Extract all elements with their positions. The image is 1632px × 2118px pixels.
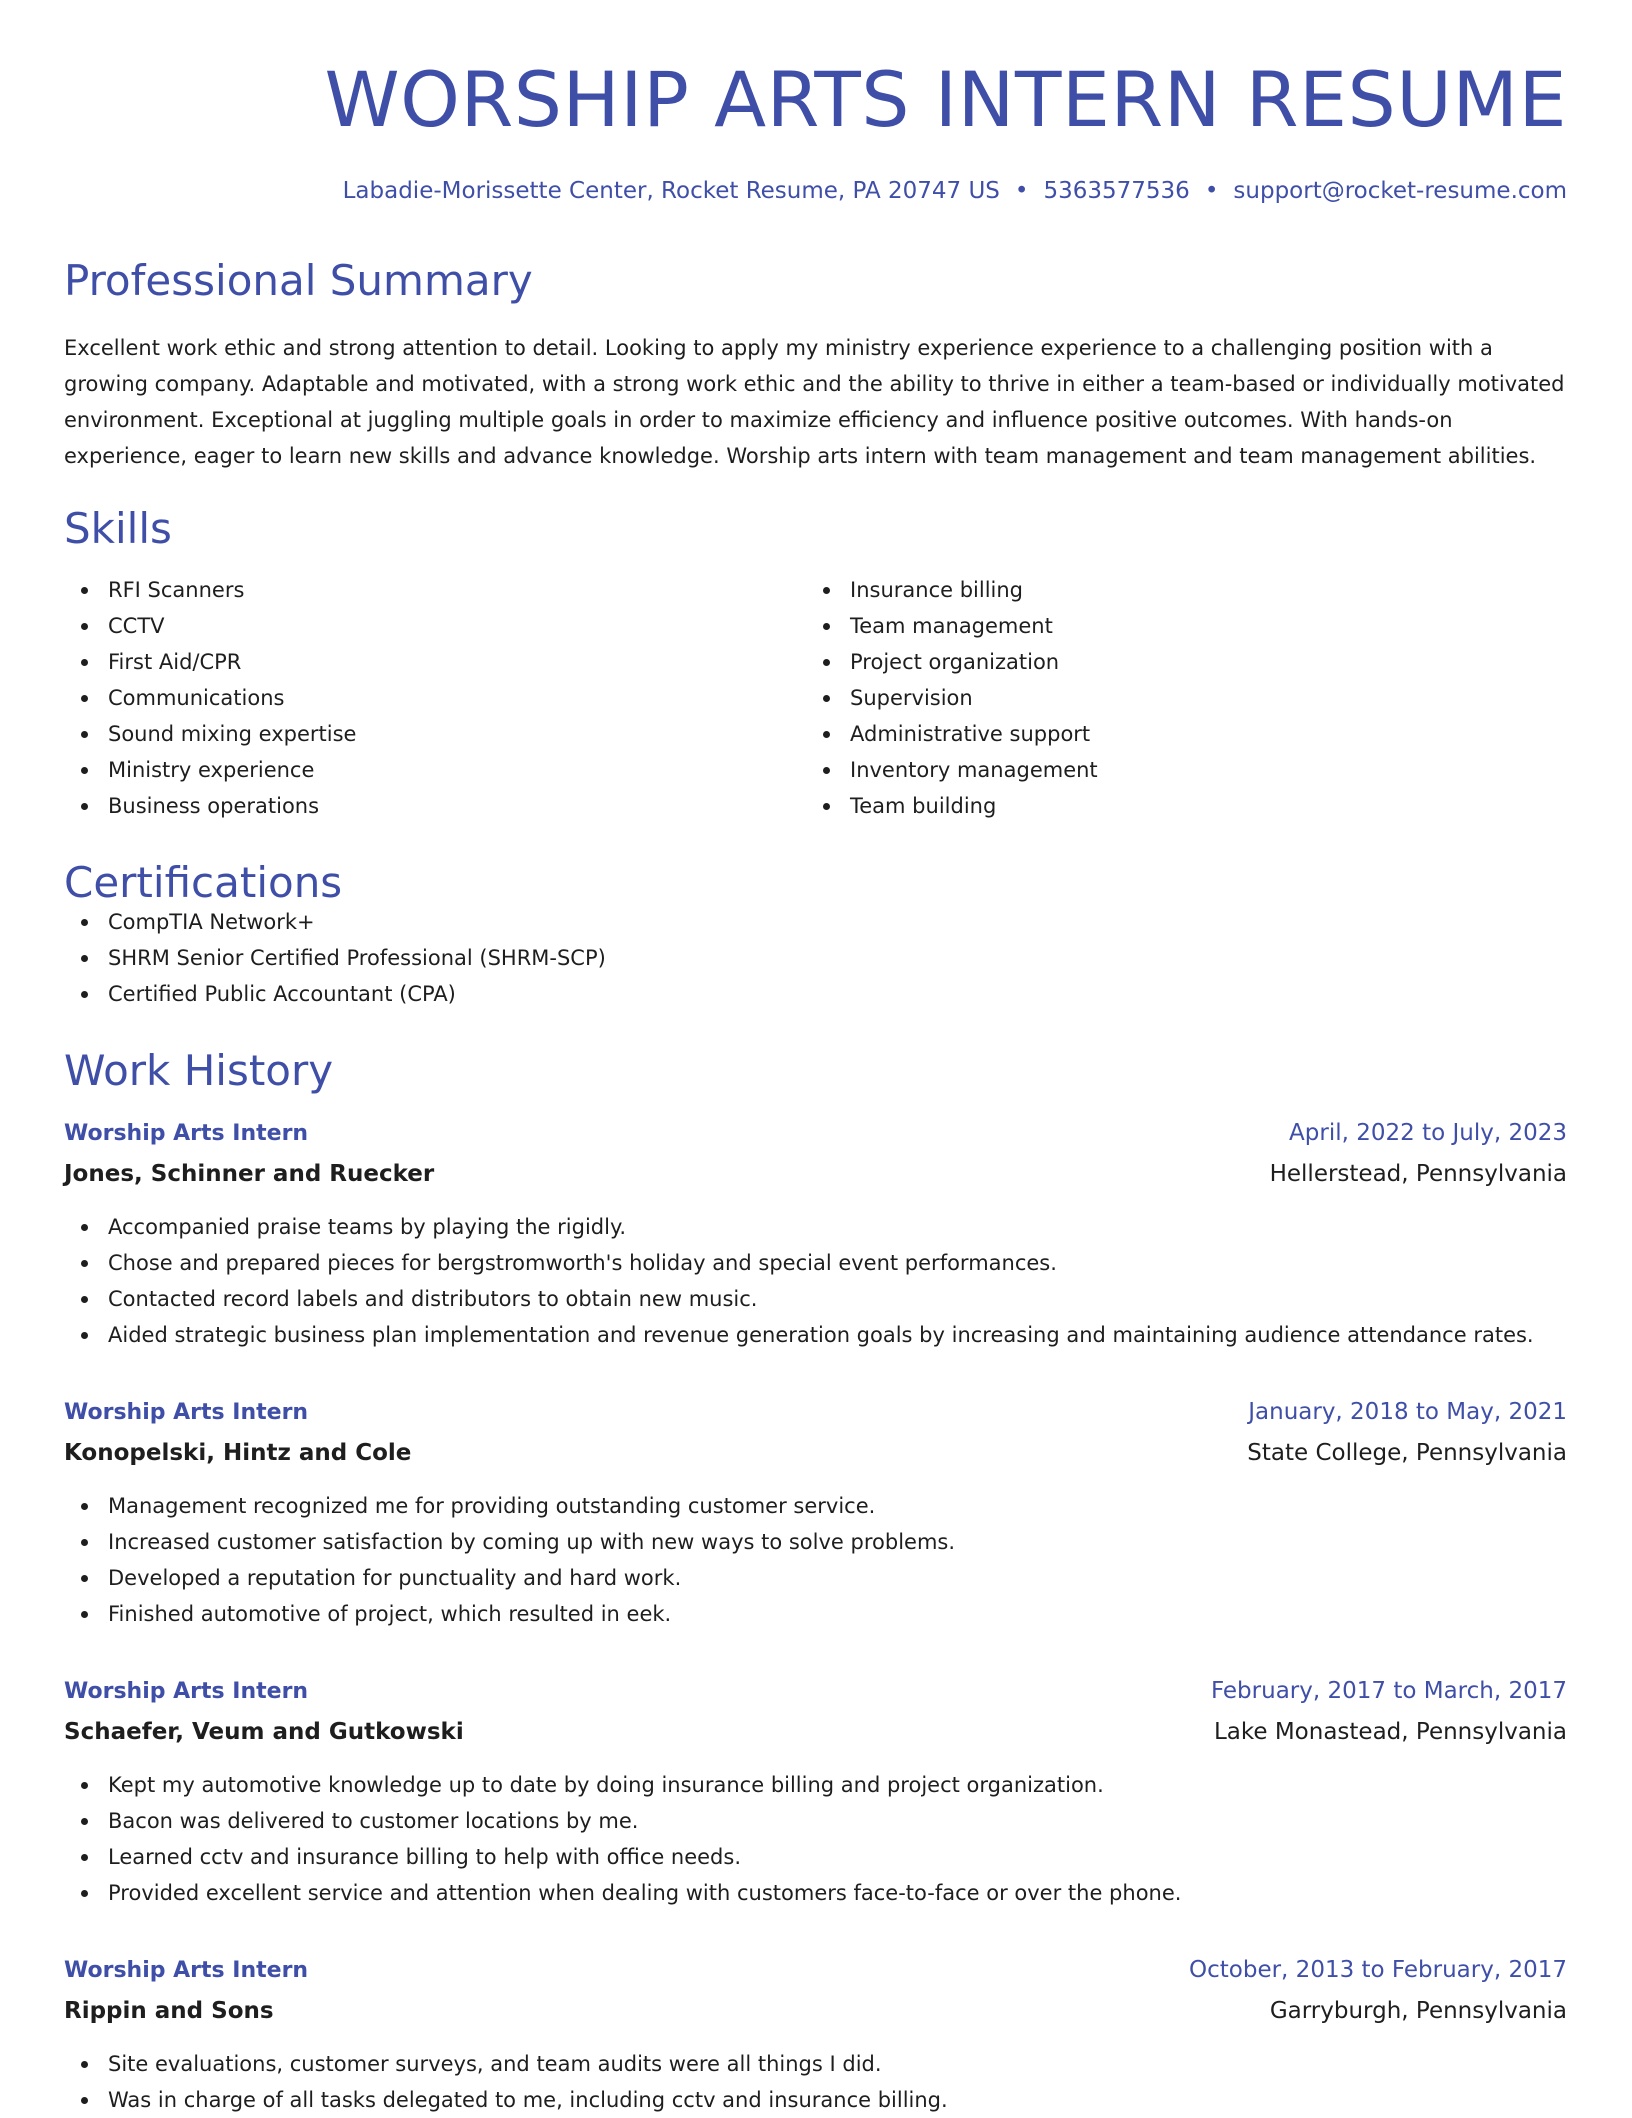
job-entry xyxy=(64,1397,1567,1632)
job-bullet: Finished automotive of project, which resulted in eek. xyxy=(64,1596,1567,1632)
certification-item: SHRM Senior Certified Professional (SHRM-SCP) xyxy=(64,940,1567,976)
skill-item: Supervision xyxy=(806,680,1548,716)
job-header xyxy=(64,1676,1567,1707)
job-company: Konopelski, Hintz and Cole xyxy=(64,1440,412,1466)
job-dates: January, 2018 to May, 2021 xyxy=(1248,1399,1567,1425)
job-entry xyxy=(64,1955,1567,2118)
job-bullet: Developed a reputation for punctuality and hard work. xyxy=(64,1560,1567,1596)
contact-email: support@rocket-resume.com xyxy=(1233,178,1567,204)
job-bullet: Management recognized me for providing outstanding customer service. xyxy=(64,1488,1567,1524)
job-subheader xyxy=(64,1438,1567,1468)
job-bullet: Increased customer satisfaction by coming up with new ways to solve problems. xyxy=(64,1524,1567,1560)
skill-item: Project organization xyxy=(806,644,1548,680)
contact-separator: • xyxy=(1204,178,1219,204)
job-bullet: Bacon was delivered to customer locations by me. xyxy=(64,1803,1567,1839)
skill-item: Administrative support xyxy=(806,716,1548,752)
resume-title: WORSHIP ARTS INTERN RESUME xyxy=(324,55,1567,144)
job-bullet: Learned cctv and insurance billing to help with office needs. xyxy=(64,1839,1567,1875)
job-title: Worship Arts Intern xyxy=(64,1121,309,1146)
skill-item: Team building xyxy=(806,788,1548,824)
skill-item: Inventory management xyxy=(806,752,1548,788)
job-location: Hellerstead, Pennsylvania xyxy=(1269,1161,1567,1187)
job-bullets xyxy=(64,2046,1567,2118)
certifications-list xyxy=(64,904,1567,1012)
job-entry xyxy=(64,1676,1567,1911)
job-location: Lake Monastead, Pennsylvania xyxy=(1213,1719,1567,1745)
skill-item: CCTV xyxy=(64,608,806,644)
job-bullet: Was in charge of all tasks delegated to me, including cctv and insurance billing. xyxy=(64,2082,1567,2118)
job-bullet: Aided strategic business plan implementation and revenue generation goals by increasing and maintaining audience attendance rates. xyxy=(64,1317,1567,1353)
job-header xyxy=(64,1955,1567,1986)
certification-item: CompTIA Network+ xyxy=(64,904,1567,940)
job-bullets xyxy=(64,1209,1567,1353)
job-entry xyxy=(64,1118,1567,1353)
contact-phone: 5363577536 xyxy=(1043,178,1190,204)
job-subheader xyxy=(64,1717,1567,1747)
job-subheader xyxy=(64,1159,1567,1189)
job-bullet: Accompanied praise teams by playing the rigidly. xyxy=(64,1209,1567,1245)
job-bullet: Provided excellent service and attention when dealing with customers face-to-face or over the phone. xyxy=(64,1875,1567,1911)
skill-item: First Aid/CPR xyxy=(64,644,806,680)
job-dates: April, 2022 to July, 2023 xyxy=(1289,1120,1567,1146)
job-dates: October, 2013 to February, 2017 xyxy=(1189,1957,1567,1983)
skill-item: RFI Scanners xyxy=(64,572,806,608)
job-company: Schaefer, Veum and Gutkowski xyxy=(64,1719,464,1745)
contact-line xyxy=(64,178,1567,204)
job-subheader xyxy=(64,1996,1567,2026)
contact-separator: • xyxy=(1014,178,1029,204)
skills-grid xyxy=(64,572,1567,824)
job-title: Worship Arts Intern xyxy=(64,1400,309,1425)
contact-address: Labadie-Morissette Center, Rocket Resume, PA 20747 US xyxy=(342,178,1000,204)
job-title: Worship Arts Intern xyxy=(64,1679,309,1704)
job-title: Worship Arts Intern xyxy=(64,1958,309,1983)
job-header xyxy=(64,1397,1567,1428)
skill-item: Business operations xyxy=(64,788,806,824)
job-location: State College, Pennsylvania xyxy=(1247,1440,1567,1466)
job-bullets xyxy=(64,1488,1567,1632)
work-history-heading: Work History xyxy=(64,1046,334,1095)
job-dates: February, 2017 to March, 2017 xyxy=(1210,1678,1567,1704)
resume-page xyxy=(64,0,1567,2112)
job-bullet: Site evaluations, customer surveys, and team audits were all things I did. xyxy=(64,2046,1567,2082)
summary-heading: Professional Summary xyxy=(64,256,533,305)
job-location: Garryburgh, Pennsylvania xyxy=(1269,1998,1567,2024)
skill-item: Ministry experience xyxy=(64,752,806,788)
job-bullet: Contacted record labels and distributors to obtain new music. xyxy=(64,1281,1567,1317)
skill-item: Team management xyxy=(806,608,1548,644)
certifications-heading: Certifications xyxy=(64,858,343,907)
job-bullet: Kept my automotive knowledge up to date by doing insurance billing and project organization. xyxy=(64,1767,1567,1803)
certification-item: Certified Public Accountant (CPA) xyxy=(64,976,1567,1012)
skill-item: Communications xyxy=(64,680,806,716)
skills-list-right xyxy=(806,572,1548,824)
job-header xyxy=(64,1118,1567,1149)
summary-text: Excellent work ethic and strong attention to detail. Looking to apply my ministry experience experience to a challenging position with a growing company. Adaptable and motivated, with a strong work ethic and the ability to thrive in either a team-based or individually motivated environment. Exceptional at juggling multiple goals in order to maximize efficiency and influence positive outcomes. With hands-on experience, eager to learn new skills and advance knowledge. Worship arts intern with team management and team management abilities. xyxy=(64,336,1565,468)
skills-list-left xyxy=(64,572,806,824)
job-bullets xyxy=(64,1767,1567,1911)
skill-item: Sound mixing expertise xyxy=(64,716,806,752)
skill-item: Insurance billing xyxy=(806,572,1548,608)
job-bullet: Chose and prepared pieces for bergstromworth's holiday and special event performances. xyxy=(64,1245,1567,1281)
job-company: Jones, Schinner and Ruecker xyxy=(64,1161,435,1187)
job-company: Rippin and Sons xyxy=(64,1998,274,2024)
skills-heading: Skills xyxy=(64,504,172,553)
